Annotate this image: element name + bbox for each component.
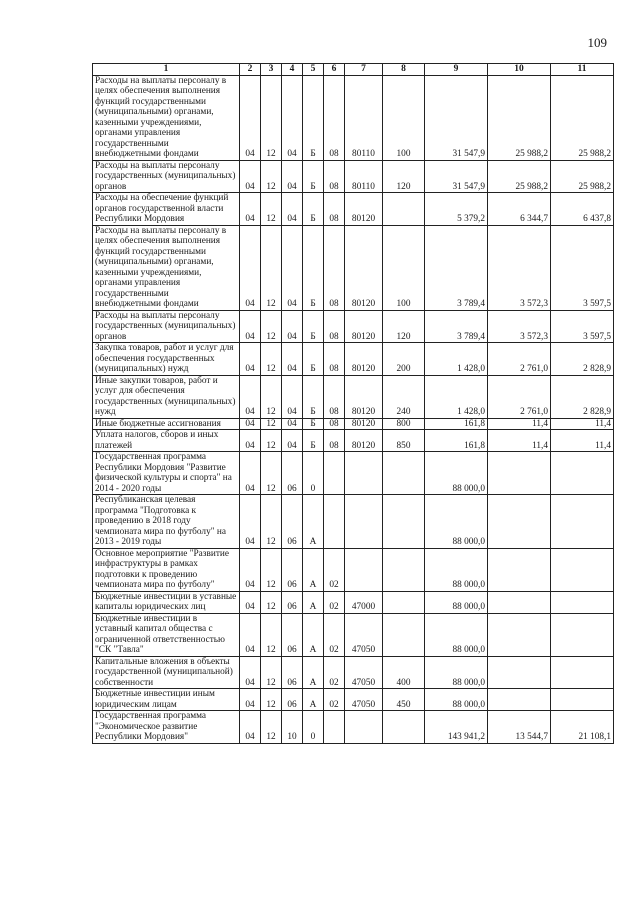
code-cell-10: 11,4 [488,418,551,430]
code-cell-10: 25 988,2 [488,75,551,160]
code-cell-5: 0 [303,452,324,495]
table-row [93,613,614,656]
code-cell-9: 5 379,2 [425,193,488,226]
code-cell-3: 12 [261,160,282,193]
code-cell-2: 04 [240,452,261,495]
code-cell-9: 161,8 [425,430,488,452]
table-row [93,310,614,343]
code-cell-10: 6 344,7 [488,193,551,226]
code-cell-3: 12 [261,418,282,430]
column-header-4: 4 [282,64,303,76]
column-header-5: 5 [303,64,324,76]
code-cell-11: 11,4 [551,430,614,452]
code-cell-4: 10 [282,711,303,744]
column-header-3: 3 [261,64,282,76]
code-cell-11: 6 437,8 [551,193,614,226]
code-cell-7: 47050 [345,613,383,656]
expense-name-cell: Государственная программа "Экономическое развитие Республики Мордовия" [93,711,240,744]
expense-name-cell: Уплата налогов, сборов и иных платежей [93,430,240,452]
code-cell-6 [324,495,345,549]
code-cell-2: 04 [240,591,261,613]
code-cell-3: 12 [261,343,282,376]
column-header-2: 2 [240,64,261,76]
table-row [93,548,614,591]
code-cell-7 [345,495,383,549]
code-cell-10: 13 544,7 [488,711,551,744]
column-header-7: 7 [345,64,383,76]
expense-name-cell: Расходы на выплаты персоналу в целях обеспечения выполнения функций государственными (муниципальными) органами, казенными учреждениями, органами управления государственными внебюджетными фондами [93,75,240,160]
code-cell-9: 31 547,9 [425,75,488,160]
code-cell-6: 08 [324,160,345,193]
table-row [93,343,614,376]
budget-table [92,63,614,744]
code-cell-9: 88 000,0 [425,452,488,495]
code-cell-2: 04 [240,375,261,418]
code-cell-7: 80120 [345,418,383,430]
code-cell-8: 850 [383,430,425,452]
code-cell-11: 3 597,5 [551,310,614,343]
code-cell-2: 04 [240,343,261,376]
expense-name-cell: Расходы на обеспечение функций органов государственной власти Республики Мордовия [93,193,240,226]
code-cell-5: А [303,613,324,656]
code-cell-6: 02 [324,613,345,656]
code-cell-7 [345,452,383,495]
column-header-11: 11 [551,64,614,76]
code-cell-10 [488,613,551,656]
expense-name-cell: Иные бюджетные ассигнования [93,418,240,430]
code-cell-6: 02 [324,591,345,613]
code-cell-8: 100 [383,225,425,310]
code-cell-5: Б [303,225,324,310]
code-cell-5: Б [303,430,324,452]
code-cell-2: 04 [240,310,261,343]
code-cell-5: Б [303,160,324,193]
code-cell-7: 47050 [345,689,383,711]
code-cell-9: 1 428,0 [425,375,488,418]
code-cell-7: 80120 [345,193,383,226]
code-cell-8: 120 [383,310,425,343]
code-cell-2: 04 [240,495,261,549]
table-row [93,452,614,495]
code-cell-2: 04 [240,689,261,711]
code-cell-9: 1 428,0 [425,343,488,376]
code-cell-9: 88 000,0 [425,613,488,656]
code-cell-4: 04 [282,418,303,430]
code-cell-11 [551,452,614,495]
table-row [93,711,614,744]
code-cell-3: 12 [261,613,282,656]
code-cell-10 [488,495,551,549]
code-cell-9: 88 000,0 [425,689,488,711]
code-cell-10: 25 988,2 [488,160,551,193]
code-cell-8: 240 [383,375,425,418]
code-cell-8 [383,711,425,744]
expense-name-cell: Расходы на выплаты персоналу государственных (муниципальных) органов [93,310,240,343]
code-cell-8 [383,548,425,591]
code-cell-5: Б [303,418,324,430]
code-cell-7: 47000 [345,591,383,613]
column-header-9: 9 [425,64,488,76]
code-cell-9: 88 000,0 [425,495,488,549]
table-row [93,495,614,549]
code-cell-2: 04 [240,75,261,160]
code-cell-11: 2 828,9 [551,343,614,376]
code-cell-5: 0 [303,711,324,744]
table-row [93,193,614,226]
code-cell-9: 3 789,4 [425,310,488,343]
code-cell-3: 12 [261,591,282,613]
code-cell-6 [324,711,345,744]
code-cell-11: 11,4 [551,418,614,430]
code-cell-5: Б [303,75,324,160]
code-cell-8: 100 [383,75,425,160]
column-header-6: 6 [324,64,345,76]
code-cell-11: 3 597,5 [551,225,614,310]
expense-name-cell: Республиканская целевая программа "Подготовка к проведению в 2018 году чемпионата мира по футболу" на 2013 - 2019 годы [93,495,240,549]
column-header-10: 10 [488,64,551,76]
code-cell-6: 08 [324,430,345,452]
code-cell-3: 12 [261,225,282,310]
code-cell-5: Б [303,375,324,418]
code-cell-10 [488,656,551,689]
code-cell-8 [383,452,425,495]
column-header-8: 8 [383,64,425,76]
code-cell-10 [488,591,551,613]
code-cell-2: 04 [240,613,261,656]
code-cell-7 [345,548,383,591]
code-cell-3: 12 [261,310,282,343]
code-cell-4: 04 [282,160,303,193]
code-cell-8 [383,591,425,613]
code-cell-7: 80110 [345,75,383,160]
code-cell-4: 06 [282,689,303,711]
code-cell-4: 06 [282,452,303,495]
code-cell-6: 08 [324,375,345,418]
column-header-1: 1 [93,64,240,76]
code-cell-9: 143 941,2 [425,711,488,744]
code-cell-6 [324,452,345,495]
code-cell-2: 04 [240,193,261,226]
code-cell-4: 06 [282,591,303,613]
code-cell-8 [383,193,425,226]
code-cell-11 [551,548,614,591]
expense-name-cell: Бюджетные инвестиции в уставный капитал общества с ограниченной ответственностью "СК "Тавла" [93,613,240,656]
code-cell-3: 12 [261,375,282,418]
code-cell-11: 21 108,1 [551,711,614,744]
code-cell-10: 11,4 [488,430,551,452]
code-cell-4: 04 [282,343,303,376]
code-cell-4: 04 [282,430,303,452]
table-row [93,656,614,689]
table-row [93,418,614,430]
code-cell-8: 120 [383,160,425,193]
expense-name-cell: Бюджетные инвестиции в уставные капиталы юридических лиц [93,591,240,613]
expense-name-cell: Бюджетные инвестиции иным юридическим лицам [93,689,240,711]
code-cell-11: 25 988,2 [551,160,614,193]
code-cell-10: 2 761,0 [488,375,551,418]
code-cell-8: 200 [383,343,425,376]
table-row [93,75,614,160]
code-cell-11: 25 988,2 [551,75,614,160]
code-cell-2: 04 [240,711,261,744]
code-cell-4: 04 [282,225,303,310]
table-row [93,225,614,310]
code-cell-3: 12 [261,495,282,549]
code-cell-2: 04 [240,430,261,452]
code-cell-9: 88 000,0 [425,656,488,689]
code-cell-6: 08 [324,418,345,430]
code-cell-4: 04 [282,193,303,226]
expense-name-cell: Государственная программа Республики Мордовия "Развитие физической культуры и спорта" на 2014 - 2020 годы [93,452,240,495]
code-cell-4: 06 [282,548,303,591]
code-cell-2: 04 [240,548,261,591]
code-cell-5: Б [303,193,324,226]
code-cell-8 [383,495,425,549]
code-cell-11 [551,495,614,549]
code-cell-4: 06 [282,613,303,656]
code-cell-7: 47050 [345,656,383,689]
code-cell-2: 04 [240,160,261,193]
code-cell-4: 06 [282,656,303,689]
code-cell-11: 2 828,9 [551,375,614,418]
code-cell-10: 2 761,0 [488,343,551,376]
table-row [93,591,614,613]
header-row [93,64,614,76]
code-cell-11 [551,591,614,613]
code-cell-9: 161,8 [425,418,488,430]
expense-name-cell: Иные закупки товаров, работ и услуг для обеспечения государственных (муниципальных) нужд [93,375,240,418]
code-cell-11 [551,689,614,711]
code-cell-7: 80120 [345,375,383,418]
code-cell-11 [551,613,614,656]
code-cell-4: 04 [282,310,303,343]
code-cell-3: 12 [261,193,282,226]
code-cell-3: 12 [261,75,282,160]
code-cell-3: 12 [261,430,282,452]
code-cell-5: Б [303,343,324,376]
code-cell-6: 02 [324,689,345,711]
code-cell-4: 06 [282,495,303,549]
code-cell-10 [488,548,551,591]
code-cell-5: Б [303,310,324,343]
code-cell-3: 12 [261,711,282,744]
code-cell-10 [488,689,551,711]
code-cell-6: 02 [324,656,345,689]
code-cell-7: 80120 [345,343,383,376]
code-cell-8: 400 [383,656,425,689]
code-cell-7: 80120 [345,310,383,343]
code-cell-8 [383,613,425,656]
code-cell-3: 12 [261,689,282,711]
code-cell-4: 04 [282,75,303,160]
code-cell-5: А [303,591,324,613]
code-cell-6: 02 [324,548,345,591]
code-cell-5: А [303,495,324,549]
code-cell-10 [488,452,551,495]
code-cell-5: А [303,548,324,591]
code-cell-10: 3 572,3 [488,310,551,343]
code-cell-8: 450 [383,689,425,711]
code-cell-7: 80110 [345,160,383,193]
expense-name-cell: Закупка товаров, работ и услуг для обеспечения государственных (муниципальных) нужд [93,343,240,376]
expense-name-cell: Расходы на выплаты персоналу государственных (муниципальных) органов [93,160,240,193]
expense-name-cell: Основное мероприятие "Развитие инфраструктуры в рамках подготовки к проведению чемпионата мира по футболу" [93,548,240,591]
code-cell-6: 08 [324,193,345,226]
code-cell-4: 04 [282,375,303,418]
code-cell-7 [345,711,383,744]
code-cell-6: 08 [324,75,345,160]
code-cell-9: 31 547,9 [425,160,488,193]
code-cell-2: 04 [240,418,261,430]
code-cell-10: 3 572,3 [488,225,551,310]
code-cell-5: А [303,689,324,711]
table-row [93,375,614,418]
table-row [93,689,614,711]
code-cell-6: 08 [324,225,345,310]
code-cell-6: 08 [324,310,345,343]
code-cell-6: 08 [324,343,345,376]
code-cell-3: 12 [261,656,282,689]
expense-name-cell: Расходы на выплаты персоналу в целях обеспечения выполнения функций государственными (муниципальными) органами, казенными учреждениями, органами управления государственными внебюджетными фондами [93,225,240,310]
code-cell-8: 800 [383,418,425,430]
code-cell-3: 12 [261,548,282,591]
page-number: 109 [587,35,607,50]
code-cell-3: 12 [261,452,282,495]
code-cell-9: 88 000,0 [425,548,488,591]
code-cell-11 [551,656,614,689]
code-cell-7: 80120 [345,225,383,310]
code-cell-2: 04 [240,656,261,689]
expense-name-cell: Капитальные вложения в объекты государственной (муниципальной) собственности [93,656,240,689]
code-cell-7: 80120 [345,430,383,452]
table-row [93,430,614,452]
code-cell-2: 04 [240,225,261,310]
table-row [93,160,614,193]
code-cell-9: 88 000,0 [425,591,488,613]
code-cell-9: 3 789,4 [425,225,488,310]
code-cell-5: А [303,656,324,689]
